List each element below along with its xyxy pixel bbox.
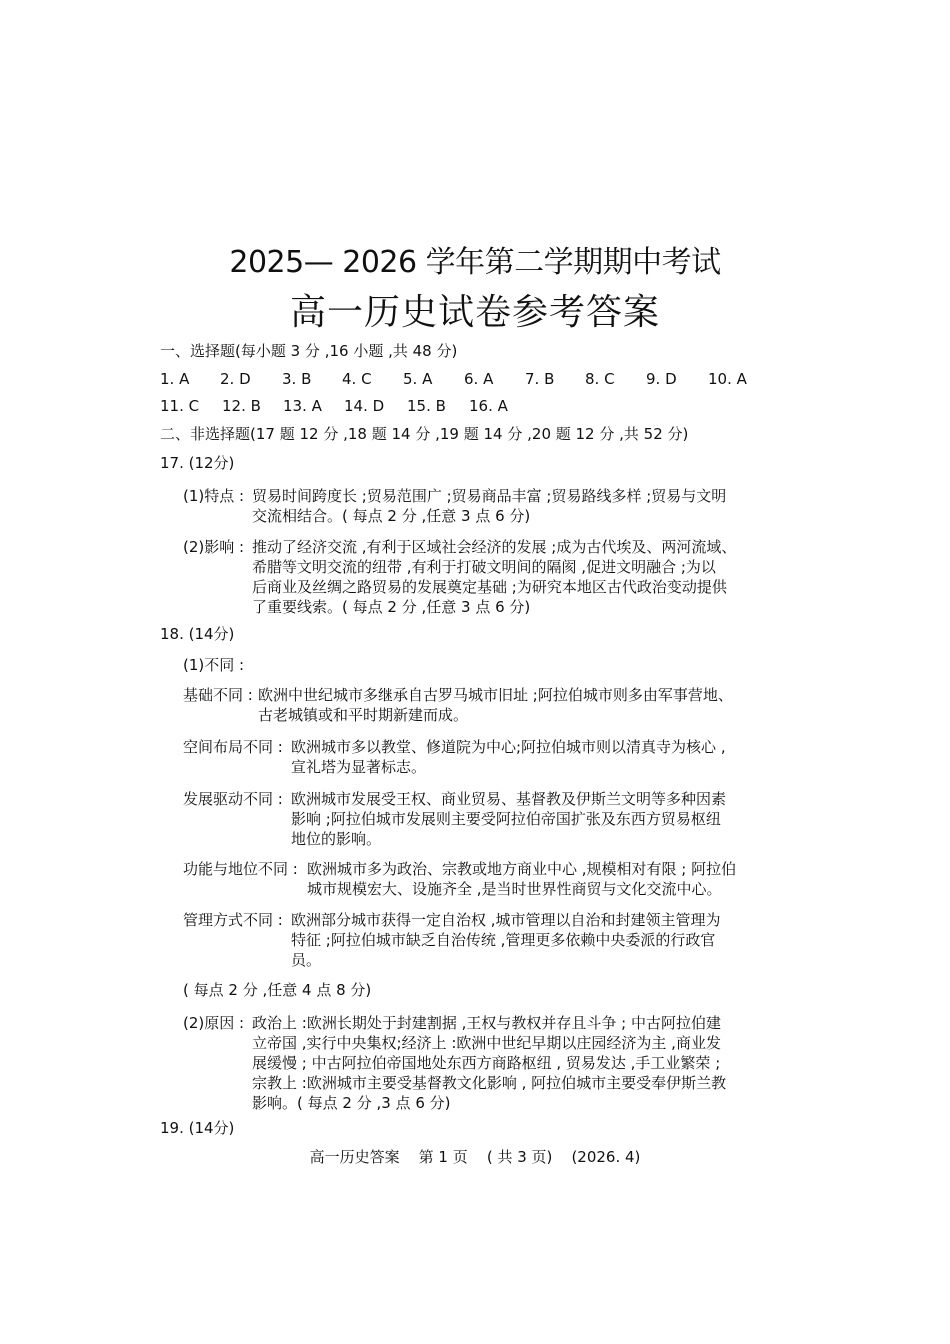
- answer-12: 12. B: [222, 397, 261, 415]
- q18-difference-3-text: [291, 789, 726, 849]
- text-line: 了重要线索。( 每点 2 分 ,任意 3 点 6 分): [252, 598, 531, 616]
- q17-part1-text: [252, 486, 726, 526]
- q18-part1-title: (1)不同 :: [183, 656, 245, 674]
- q18-difference-1: [183, 685, 803, 727]
- q18-difference-1-text: [258, 685, 733, 725]
- text-line: 特征 ;阿拉伯城市缺乏自治传统 ,管理更多依赖中央委派的行政官: [291, 931, 716, 949]
- q17-heading: 17. (12分): [160, 454, 235, 472]
- text-line: 立帝国 ,实行中央集权;经济上 :欧洲中世纪早期以庄园经济为主 ,商业发: [252, 1034, 721, 1052]
- text-line: 贸易时间跨度长 ;贸易范围广 ;贸易商品丰富 ;贸易路线多样 ;贸易与文明: [252, 487, 727, 505]
- text-line: 地位的影响。: [291, 830, 382, 848]
- q18-difference-4-label: 功能与地位不同 :: [183, 860, 298, 878]
- q18-difference-3: [183, 789, 803, 851]
- q18-difference-3-label: 发展驱动不同 :: [183, 790, 283, 808]
- q18-difference-4-text: [307, 859, 736, 899]
- answer-13: 13. A: [283, 397, 322, 415]
- answer-4: 4. C: [342, 370, 372, 388]
- text-line: 欧洲城市多以教堂、修道院为中心;阿拉伯城市则以清真寺为核心 ,: [291, 738, 726, 756]
- text-line: 影响 ;阿拉伯城市发展则主要受阿拉伯帝国扩张及东西方贸易枢纽: [291, 810, 721, 828]
- q18-score-note: ( 每点 2 分 ,任意 4 点 8 分): [183, 981, 372, 999]
- q18-part2: [183, 1013, 803, 1115]
- text-line: 欧洲城市多为政治、宗教或地方商业中心 ,规模相对有限 ; 阿拉伯: [307, 860, 737, 878]
- answer-14: 14. D: [344, 397, 385, 415]
- text-line: 宗教上 :欧洲城市主要受基督教文化影响 , 阿拉伯城市主要受奉伊斯兰教: [252, 1074, 727, 1092]
- q19-heading: 19. (14分): [160, 1119, 235, 1137]
- answer-15: 15. B: [407, 397, 446, 415]
- page-subtitle: 高一历史试卷参考答案: [289, 292, 660, 333]
- q18-difference-1-label: 基础不同 :: [183, 686, 253, 704]
- q17-part2-text: [252, 537, 736, 617]
- q18-difference-5: [183, 910, 803, 972]
- answer-7: 7. B: [525, 370, 555, 388]
- text-line: 影响。( 每点 2 分 ,3 点 6 分): [252, 1094, 451, 1112]
- text-line: 欧洲部分城市获得一定自治权 ,城市管理以自治和封建领主管理为: [291, 911, 721, 929]
- q18-heading: 18. (14分): [160, 625, 235, 643]
- answer-9: 9. D: [646, 370, 677, 388]
- q17-part1-label: (1)特点 :: [183, 487, 245, 505]
- page-title: 2025— 2026 学年第二学期期中考试: [229, 245, 721, 280]
- text-line: 推动了经济交流 ,有利于区域社会经济的发展 ;成为古代埃及、两河流域、: [252, 538, 737, 556]
- answer-2: 2. D: [220, 370, 251, 388]
- answer-10: 10. A: [708, 370, 747, 388]
- text-line: 交流相结合。( 每点 2 分 ,任意 3 点 6 分): [252, 507, 531, 525]
- q17-part1: [183, 486, 803, 528]
- section1-heading: 一、选择题(每小题 3 分 ,16 小题 ,共 48 分): [160, 342, 458, 360]
- answer-3: 3. B: [282, 370, 312, 388]
- answer-8: 8. C: [585, 370, 615, 388]
- text-line: 欧洲中世纪城市多继承自古罗马城市旧址 ;阿拉伯城市则多由军事营地、: [258, 686, 733, 704]
- q18-difference-2: [183, 737, 803, 779]
- text-line: 城市规模宏大、设施齐全 ,是当时世界性商贸与文化交流中心。: [307, 880, 722, 898]
- q18-difference-5-text: [291, 910, 721, 970]
- q17-part2-label: (2)影响 :: [183, 538, 245, 556]
- text-line: 展缓慢 ; 中古阿拉伯帝国地处东西方商路枢纽 , 贸易发达 ,手工业繁荣 ;: [252, 1054, 721, 1072]
- q18-difference-5-label: 管理方式不同 :: [183, 911, 283, 929]
- text-line: 欧洲城市发展受王权、商业贸易、基督教及伊斯兰文明等多种因素: [291, 790, 727, 808]
- text-line: 员。: [291, 951, 322, 969]
- q18-difference-2-label: 空间布局不同 :: [183, 738, 283, 756]
- q18-difference-2-text: [291, 737, 726, 777]
- page-footer: 高一历史答案 第 1 页 ( 共 3 页) (2026. 4): [309, 1148, 641, 1166]
- q18-difference-4: [183, 859, 803, 901]
- text-line: 宣礼塔为显著标志。: [291, 758, 427, 776]
- q18-part2-text: [252, 1013, 726, 1113]
- q17-part2: [183, 537, 803, 619]
- answer-16: 16. A: [469, 397, 508, 415]
- text-line: 古老城镇或和平时期新建而成。: [258, 706, 469, 724]
- answer-1: 1. A: [160, 370, 190, 388]
- answer-6: 6. A: [464, 370, 494, 388]
- q18-part2-label: (2)原因 :: [183, 1014, 245, 1032]
- text-line: 后商业及丝绸之路贸易的发展奠定基础 ;为研究本地区古代政治变动提供: [252, 578, 727, 596]
- section2-heading: 二、非选择题(17 题 12 分 ,18 题 14 分 ,19 题 14 分 ,20 题 12 分 ,共 52 分): [160, 425, 689, 443]
- text-line: 政治上 :欧洲长期处于封建割据 ,王权与教权并存且斗争 ; 中古阿拉伯建: [252, 1014, 721, 1032]
- answer-11: 11. C: [160, 397, 200, 415]
- text-line: 希腊等文明交流的纽带 ,有利于打破文明间的隔阂 ,促进文明融合 ;为以: [252, 558, 716, 576]
- answer-5: 5. A: [403, 370, 433, 388]
